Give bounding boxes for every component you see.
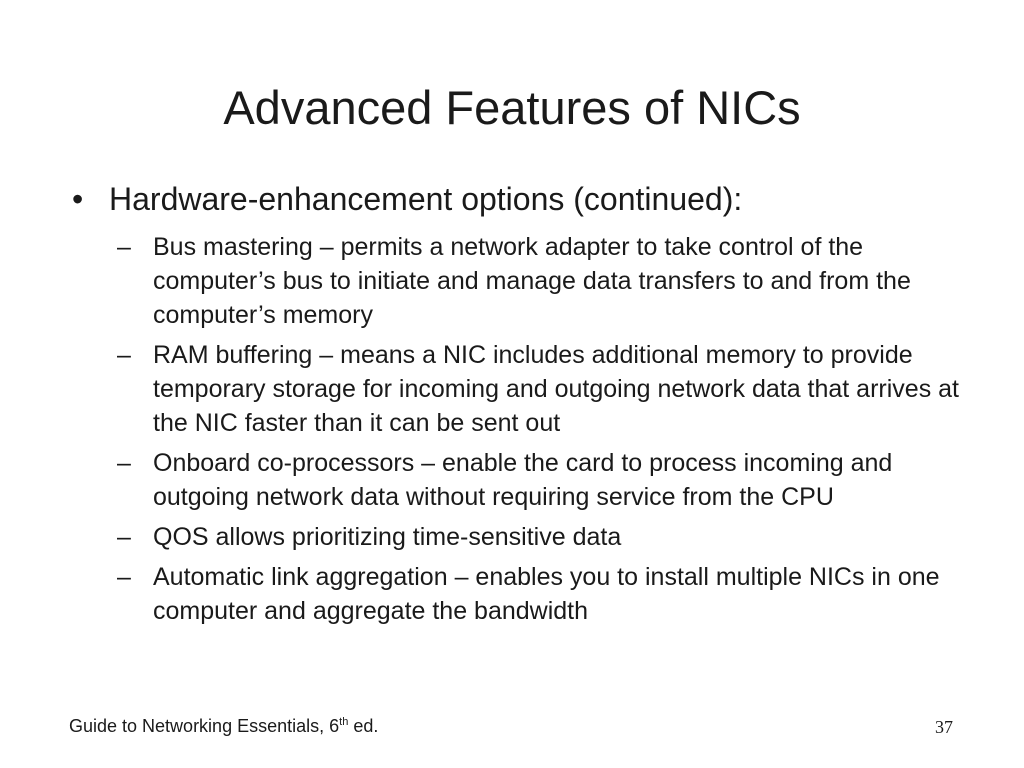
dash-marker: – [117,523,131,551]
bullet-marker: • [72,181,84,217]
sub-bullet-item [117,446,972,514]
sub-bullet-text: Onboard co-processors – enable the card to process incoming and outgoing network data without requiring service from the CPU [153,449,893,511]
slide-title: Advanced Features of NICs [223,81,801,134]
sub-bullet-text: RAM buffering – means a NIC includes additional memory to provide temporary storage for incoming and outgoing network data that arrives at the NIC faster than it can be sent out [153,341,959,437]
footer-book-title [69,715,378,737]
dash-marker: – [117,341,131,369]
sub-bullet-list [117,230,972,628]
footer-title-text: Guide to Networking Essentials, 6 [69,716,340,736]
sub-bullet-text: Bus mastering – permits a network adapter to take control of the computer’s bus to initiate and manage data transfers to and from the computer’s memory [153,233,911,329]
bullet-item [72,178,972,220]
slide-content [72,178,972,628]
footer-edition-tail: ed. [348,716,379,736]
dash-marker: – [117,563,131,591]
page-number: 37 [935,717,953,737]
sub-bullet-item [117,520,972,554]
footer-edition-suffix: th [339,716,349,728]
bullet-text: Hardware-enhancement options (continued): [109,181,743,217]
sub-bullet-text: QOS allows prioritizing time-sensitive data [153,523,622,551]
sub-bullet-item [117,230,972,332]
sub-bullet-text: Automatic link aggregation – enables you to install multiple NICs in one computer and aggregate the bandwidth [153,563,940,625]
dash-marker: – [117,449,131,477]
sub-bullet-item [117,560,972,628]
dash-marker: – [117,233,131,261]
sub-bullet-item [117,338,972,440]
